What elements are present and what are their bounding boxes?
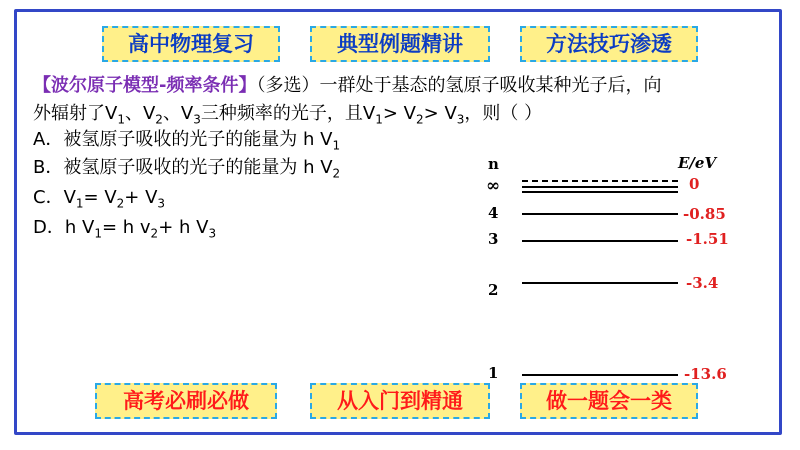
subscript: 2: [155, 112, 163, 127]
option-d-part: + h V: [158, 217, 209, 238]
energy-level-diagram: [470, 150, 770, 390]
banner-methods: 方法技巧渗透: [520, 26, 698, 62]
subscript: 2: [416, 112, 424, 127]
question-line2-part: > V: [382, 103, 416, 124]
level-n-3: 3: [488, 230, 499, 248]
level-n-2: 2: [488, 281, 499, 299]
level-energy-1: -13.6: [684, 365, 727, 383]
level-line-infinity: [522, 180, 678, 182]
level-energy-4: -0.85: [683, 205, 726, 223]
option-c-part: C．V: [33, 187, 76, 208]
banner-must-do: 高考必刷必做: [95, 383, 277, 419]
question-line1: （多选）一群处于基态的氢原子吸收某种光子后，向: [256, 75, 662, 96]
banner-beginner-to-expert: 从入门到精通: [310, 383, 490, 419]
level-line-6: [522, 186, 678, 188]
question-line2-part: 三种频率的光子，且V: [200, 103, 376, 124]
option-a: [33, 127, 340, 159]
level-energy-2: -3.4: [686, 274, 719, 292]
option-d-part: D．h V: [33, 217, 95, 238]
banner-examples: 典型例题精讲: [310, 26, 490, 62]
energy-axis-header: E/eV: [678, 154, 717, 172]
question-line2-part: 外辐射了V: [33, 103, 118, 124]
subscript: 3: [193, 112, 201, 127]
option-a-text: A．被氢原子吸收的光子的能量为 h V: [33, 129, 333, 150]
question-tag: 【波尔原子模型-频率条件】: [33, 75, 257, 96]
subscript: 2: [116, 196, 125, 211]
subscript: 2: [150, 226, 159, 241]
question-line2-part: > V: [423, 103, 457, 124]
level-n-1: 1: [488, 364, 499, 382]
banner-review: 高中物理复习: [102, 26, 280, 62]
option-d-part: = h v: [101, 217, 151, 238]
level-line-5: [522, 191, 678, 193]
subscript: 1: [75, 196, 84, 211]
question-text: [33, 72, 763, 134]
level-line-1: [522, 374, 678, 376]
subscript: 3: [157, 196, 166, 211]
level-n-infinity: ∞: [486, 176, 501, 196]
level-n-4: 4: [488, 204, 499, 222]
subscript: 1: [375, 112, 383, 127]
subscript: 2: [332, 166, 341, 181]
level-energy-3: -1.51: [686, 230, 729, 248]
subscript: 3: [208, 226, 217, 241]
option-d: [33, 215, 216, 247]
option-b: [33, 155, 340, 187]
n-axis-header: n: [488, 155, 499, 173]
subscript: 1: [94, 226, 102, 241]
question-line2-part: 、V: [124, 103, 156, 124]
option-c: [33, 185, 165, 217]
banner-one-for-all: 做一题会一类: [520, 383, 698, 419]
option-c-part: + V: [124, 187, 158, 208]
option-c-part: = V: [83, 187, 117, 208]
level-energy-infinity: 0: [689, 175, 700, 193]
subscript: 1: [117, 112, 125, 127]
level-line-4: [522, 213, 678, 215]
subscript: 3: [456, 112, 465, 127]
level-line-2: [522, 282, 678, 284]
question-line2-part: ，则（ ）: [464, 103, 543, 124]
subscript: 1: [332, 138, 341, 153]
question-line2-part: 、V: [162, 103, 194, 124]
option-b-text: B．被氢原子吸收的光子的能量为 h V: [33, 157, 333, 178]
level-line-3: [522, 240, 678, 242]
